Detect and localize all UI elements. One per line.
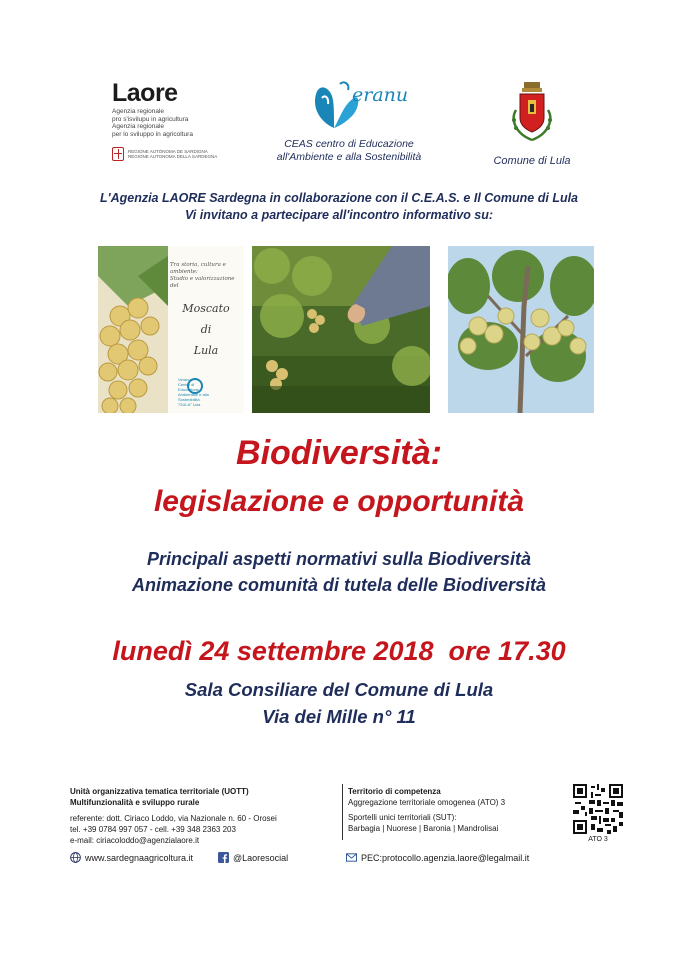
veranu-word: eranu <box>352 84 409 106</box>
qr-label: ATO 3 <box>588 836 608 843</box>
coat-of-arms-icon <box>502 80 562 146</box>
facebook-icon <box>218 852 229 863</box>
venue-line-1: Sala Consiliare del Comune di Lula <box>184 679 494 700</box>
qr-code[interactable] <box>573 784 623 834</box>
facebook-text: @Laoresocial <box>233 852 289 863</box>
laore-logo <box>112 80 232 161</box>
photo-pear-tree <box>448 246 594 413</box>
pec-text: PEC:protocollo.agenzia.laore@legalmail.it <box>361 852 530 863</box>
harvest-image <box>252 246 430 413</box>
contact-email[interactable]: e-mail: ciriacoloddo@agenzialaore.it <box>70 836 200 845</box>
territory-ato: Aggregazione territoriale omogenea (ATO) 3 <box>348 798 506 807</box>
subtitle <box>0 546 678 598</box>
event-date: lunedì 24 settembre 2018 ore 17.30 <box>112 636 566 666</box>
link-pec[interactable] <box>346 852 529 863</box>
laore-name: Laore <box>112 79 178 107</box>
book-subtitle: Tra storia, cultura e ambiente: Studio e valorizzazione del <box>170 262 235 289</box>
photo-book-cover <box>98 246 244 413</box>
footer-territory <box>348 786 558 834</box>
veranu-caption: CEAS centro di Educazione all'Ambiente e alla Sostenibilità <box>276 138 422 163</box>
subtitle-line-2: Animazione comunità di tutela delle Biodiversità <box>131 575 547 595</box>
venue-line-2: Via dei Mille n° 11 <box>262 706 416 727</box>
veranu-mark <box>262 78 436 136</box>
subtitle-line-1: Principali aspetti normativi sulla Biodiversità <box>146 549 532 569</box>
website-text: www.sardegnaagricoltura.it <box>85 852 194 863</box>
intro-text <box>0 190 678 224</box>
title-line-1: Biodiversità: <box>236 434 442 472</box>
mail-icon <box>346 852 357 863</box>
footer-divider <box>342 784 343 840</box>
photo-grape-harvest <box>252 246 430 413</box>
event-venue <box>0 676 678 730</box>
book-title: Moscato di Lula <box>182 302 230 357</box>
laore-subtitle: Agenzia regionale pro s'isvilupu in agricultura Agenzia regionale per lo sviluppo in agricoltura <box>112 108 193 138</box>
contact-phone: tel. +39 0784 997 057 - cell. +39 348 2363 203 <box>70 825 236 834</box>
veranu-logo <box>262 78 436 164</box>
region-sardegna: REGIONE AUTÒNOMA DE SARDIGNA REGIONE AUTONOMA DELLA SARDEGNA <box>112 147 232 161</box>
territory-sut-label: Sportelli unici territoriali (SUT): <box>348 813 457 822</box>
territory-sut-list: Barbagia | Nuorese | Baronia | Mandrolisai <box>348 824 499 833</box>
territory-heading: Territorio di competenza <box>348 787 441 796</box>
title-line-2: legislazione e opportunità <box>153 485 525 518</box>
region-emblem-icon <box>112 147 124 161</box>
unit-name: Unità organizzativa tematica territoriale (UOTT) <box>70 787 249 796</box>
unit-sector: Multifunzionalità e sviluppo rurale <box>70 798 200 807</box>
link-facebook[interactable] <box>218 852 288 863</box>
intro-line-1: L'Agenzia LAORE Sardegna in collaborazione con il C.E.A.S. e Il Comune di Lula <box>99 191 579 205</box>
comune-logo <box>482 80 582 167</box>
link-website[interactable] <box>70 852 193 863</box>
comune-label: Comune di Lula <box>493 155 571 167</box>
globe-icon <box>70 852 81 863</box>
book-footer: Veranu Centro di Educazione Ambientale e alla Sostenibilità "GULA" Lula <box>178 377 209 407</box>
contact-referent: referente: dott. Ciriaco Loddo, via Nazionale n. 60 - Orosei <box>70 814 277 823</box>
intro-line-2: Vi invitano a partecipare all'incontro informativo su: <box>184 208 494 222</box>
pear-tree-image <box>448 246 594 413</box>
footer-contact <box>70 786 340 846</box>
